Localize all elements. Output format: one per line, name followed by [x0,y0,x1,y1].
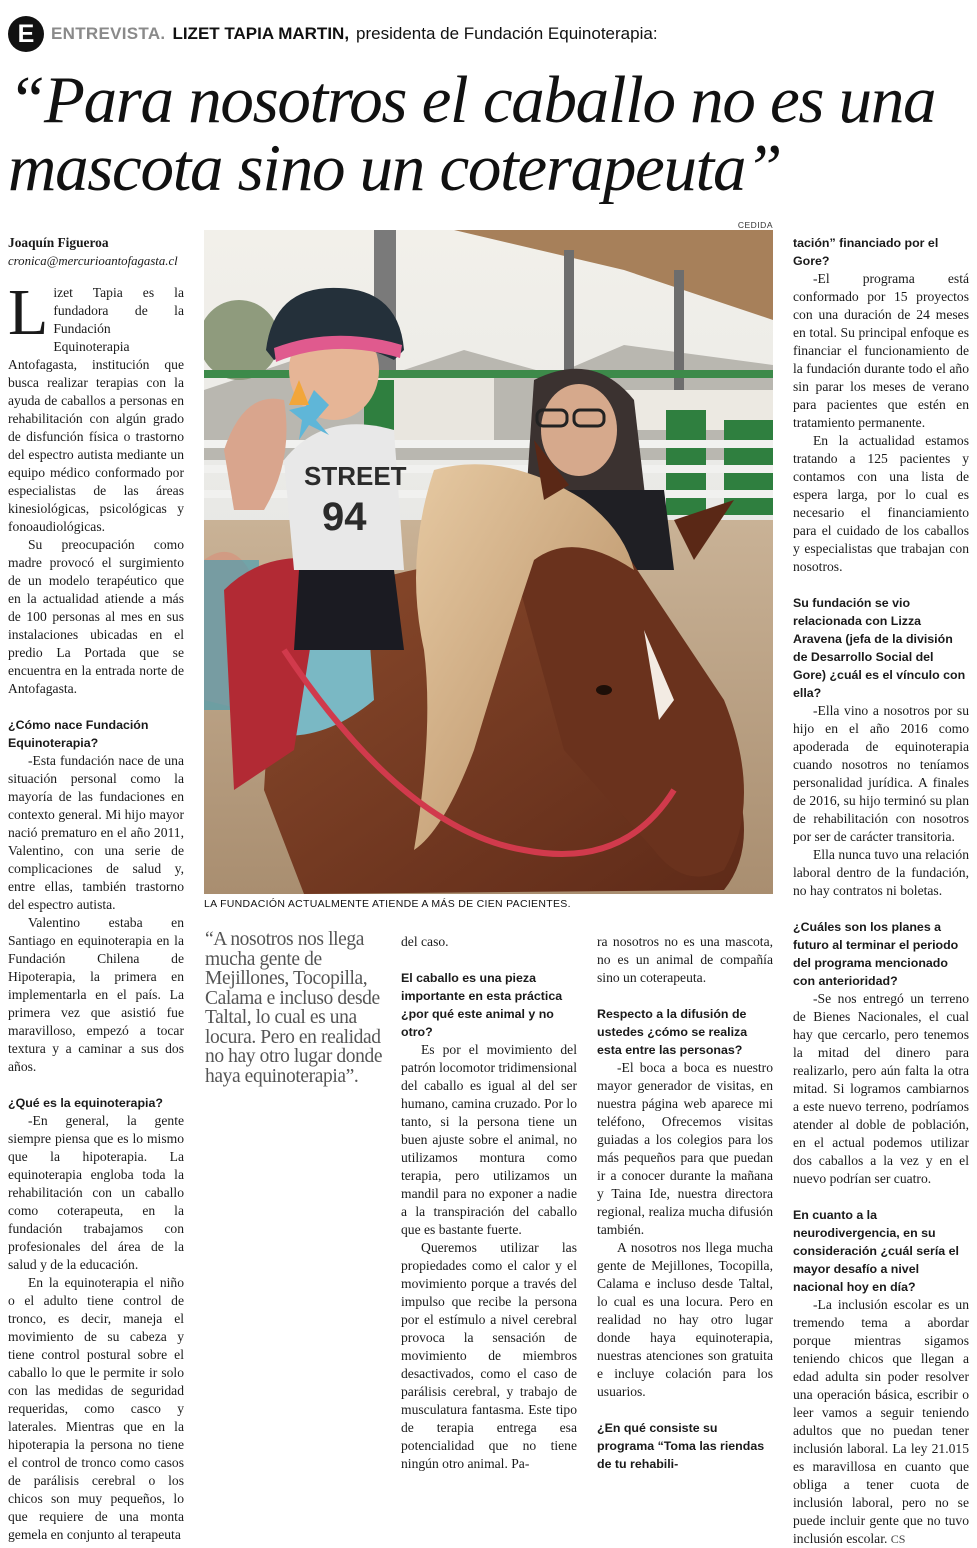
question: ¿Qué es la equinoterapia? [8,1096,163,1110]
paragraph: ra nosotros no es una mascota, no es un animal de compañía sino un coterapeuta. [597,934,773,985]
drop-cap: L [8,276,49,349]
interviewee-role: presidenta de Fundación Equinoterapia: [356,24,658,43]
answer-paragraph: -Esta fundación nace de una situación personal como la mayoría de las fundaciones en contexto general. Mi hijo mayor nació prematuro en el año 2011, Valentino, con una serie de complicaciones de salud y, entre ellas, también trastorno del espectro autista. [8,753,184,912]
answer-paragraph: -En general, la gente siempre piensa que es lo mismo que la hipoterapia. La equinoterapia engloba toda la rehabilitación con un caballo como coterapeuta, en la fundación trabajamos con profesionales del área de la salud y de la educación. [8,1113,184,1272]
answer-paragraph: -El programa está conformado por 15 proyectos con una duración de 24 meses en total. Su principal enfoque es financiar el funcionamiento de la fundación durante todo el año sin parar los meses de verano para pacientes que estén en tratamiento permanente. [793,271,969,430]
answer-paragraph: -El boca a boca es nuestro mayor generador de visitas, en nuestra página web aparece mi teléfono, Ofrecemos visitas guiadas a los colegios para los más pequeños para que puedan ir a conocer durante la mañana y Taina Ide, nuestra directora regional, realiza mucha difusión también. [597,1060,773,1237]
byline-author: Joaquín Figueroa [8,235,109,250]
article-column-4 [597,933,773,1473]
paragraph: En la actualidad estamos tratando a 125 pacientes y contamos con una lista de espera larga, por lo cual es necesario el financiamiento para el cuidado de los caballos y especialistas que trabajan con nosotros. [793,433,969,574]
headline [8,63,973,205]
answer-paragraph: Es por el movimiento del patrón locomotor tridimensional del caballo es igual al del ser humano, camina cruzado. Por lo tanto, si la persona tiene un buen ajuste sobre el animal, no utilizamos montura como terapia, pero utilizamos un mandil para no exponer a nadie a la transpiración del caballo que es bastante fuerte. [401,1042,577,1237]
answer-paragraph: -Se nos entregó un terreno de Bienes Nacionales, el cual hay que cercarlo, pero tenemos la mitad del dinero para realizarlo, pero aún falta la otra mitad. Si logramos cambiarnos a este nuevo terreno, podríamos atender al doble de población, en el actual podemos utilizar dos caballos a la vez y en el nuevo podrían ser cuatro. [793,991,969,1186]
article-column-3 [401,933,577,1473]
question: Respecto a la difusión de ustedes ¿cómo se realiza esta entre las personas? [597,1007,748,1057]
photo-credit: CEDIDA [737,220,773,230]
headline-line-1: “Para nosotros el caballo no es una [8,63,936,137]
question: El caballo es una pieza importante en esta práctica ¿por qué este animal y no otro? [401,971,563,1039]
lead-text: izet Tapia es la fundadora de la Fundación Equinoterapia Antofagasta, institución que busca realizar terapias con la ayuda de caballos a personas en rehabilitación con algún grado de disfunción física o trastorno del espectro autista mediante un equipo médico conformado por especialistas de las áreas kinesiológicas, psicológicas y fonoaudiológicas. [8,285,184,534]
question: En cuanto a la neurodivergencia, en su consideración ¿cuál sería el mayor desafío a nivel nacional hoy en día? [793,1208,959,1294]
section-badge: E [8,16,44,52]
paragraph: Ella nunca tuvo una relación laboral dentro de la fundación, no hay contratos ni boletas. [793,847,969,898]
question: ¿Cómo nace Fundación Equinoterapia? [8,718,149,750]
paragraph: del caso. [401,934,449,949]
lead-paragraph [8,276,184,536]
paragraph: En la equinoterapia el niño o el adulto tiene control de tronco, es decir, maneja el movimiento de su cabeza y tiene control postural sobre el caballo lo que le permite ir solo con las medidas de seguridad requeridas, como casco y laterales. Mientras que en la hipoterapia la persona no tiene el control de tronco como casos de parálisis cerebral o los chicos son muy pequeños, lo que requiere de una monta gemela en conjunto al terapeuta [8,1275,184,1542]
shirt-number: 94 [322,495,367,539]
photo-caption: LA FUNDACIÓN ACTUALMENTE ATIENDE A MÁS DE CIEN PACIENTES. [204,898,571,910]
article-column-1 [8,234,184,1544]
question: Su fundación se vio relacionada con Lizza Aravena (jefa de la división de Desarrollo Social del Gore) ¿cuál es el vínculo con ella? [793,596,966,700]
paragraph: Queremos utilizar las propiedades como el calor y el movimiento porque a través del impulso que recibe la persona por el estímulo a nivel cerebral provoca la sensación de movimiento de miembros desactivados, como el caso de parálisis cerebral, y trabajo de musculatura fantasma. Este tipo de terapia entrega esa potencialidad que no tiene ningún otro animal. Pa- [401,1240,577,1471]
answer-paragraph: -Ella vino a nosotros por su hijo en el año 2016 como apoderada de equinoterapia cuando nosotros no teníamos personalidad jurídica. A finales de 2016, su hijo terminó su plan de rehabilitación con nosotros por ser de carácter transitoria. [793,703,969,844]
section-label: ENTREVISTA. [51,24,166,43]
question-continued: tación” financiado por el Gore? [793,236,939,268]
section-kicker [8,16,658,52]
byline-email: cronica@mercurioantofagasta.cl [8,254,178,268]
answer-paragraph [793,1296,969,1548]
paragraph: Valentino estaba en Santiago en equinoterapia en la Fundación Chilena de Hipoterapia, la primera en implementarla en el país. La primera vez que asistió fue maravilloso, empezó a tocar textura y a caminar a sus dos años. [8,915,184,1074]
pull-quote: “A nosotros nos llega mucha gente de Mejillones, Tocopilla, Calama e incluso desde Taltal, lo cual es una locura. Pero en realidad no hay otro lugar donde haya equinoterapia”. [205,929,383,1087]
paragraph: A nosotros nos llega mucha gente de Mejillones, Tocopilla, Calama e incluso desde Taltal, lo cual es una locura. Pero en realidad no hay otro lugar donde haya equinoterapia, nuestras atenciones son gratuita e incluye colación para los usuarios. [597,1240,773,1399]
shirt-print: STREET [304,461,407,491]
question: ¿Cuáles son los planes a futuro al terminar el periodo del programa mencionado con anterioridad? [793,920,959,988]
question: ¿En qué consiste su programa “Toma las riendas de tu rehabili- [597,1421,765,1471]
headline-line-2: mascota sino un coterapeuta” [8,131,782,205]
article-photo [204,230,773,894]
end-mark: CS [890,1532,906,1546]
photo-illustration [204,230,773,894]
article-column-5 [793,234,969,1548]
answer-text: -La inclusión escolar es un tremendo tema a abordar porque mientras sigamos teniendo chicos que llegan a edad adulta sin poder resolver una operación básica, escribir o leer vamos a seguir teniendo adultos que no puedan tener inclusión laboral. La ley 21.015 es maravillosa en cuanto que obliga a tener cuota de inclusión laboral, pero no se puede incluir gente que no tuvo inclusión escolar. [793,1297,969,1546]
interviewee-name: LIZET TAPIA MARTIN, [172,24,350,43]
paragraph: Su preocupación como madre provocó el surgimiento de un modelo terapéutico que en la actualidad atiende a más de 100 personas al mes en sus instalaciones ubicadas en el predio La Portada que se encuentra en la entrada norte de Antofagasta. [8,537,184,696]
